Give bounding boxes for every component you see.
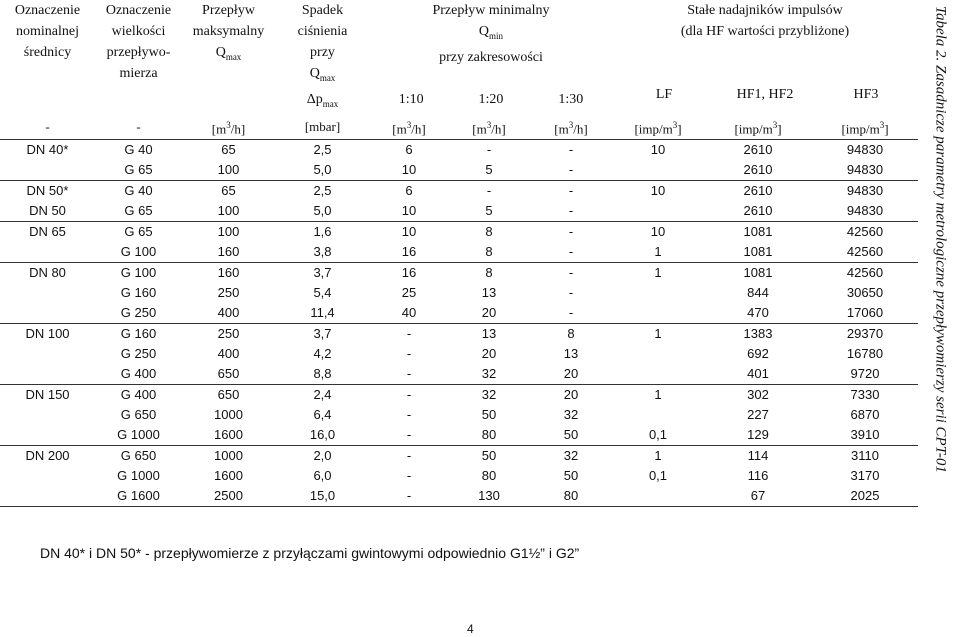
cell-dp: 8,8 (275, 364, 370, 385)
cell-r30: - (568, 264, 574, 280)
page-number: 4 (467, 622, 474, 636)
cell-qmax: 1600 (214, 467, 243, 483)
cell-lf (612, 364, 704, 385)
cell-r20: 20 (481, 345, 497, 361)
header-pulse-constants: Stałe nadajników impulsów (dla HF wartości przybliżone) LF HF1, HF2 HF3 (655, 3, 879, 102)
cell-dp: 5,0 (275, 160, 370, 181)
cell-dn: DN 40* (26, 141, 69, 157)
cell-g: G 1600 (95, 486, 182, 507)
cell-lf: 1 (654, 325, 662, 341)
cell-g: G 1000 (117, 467, 160, 483)
table-body (0, 139, 918, 506)
cell-r20: 130 (448, 486, 530, 507)
table-row (0, 425, 918, 446)
cell-r10: - (370, 425, 448, 446)
cell-dn: DN 65 (29, 223, 66, 239)
cell-r10: 6 (405, 182, 413, 198)
cell-hf12: 1081 (743, 223, 773, 239)
cell-g: G 650 (120, 406, 157, 422)
cell-dp: 5,4 (313, 284, 332, 300)
cell-r20: 80 (448, 425, 530, 446)
cell-dp: 3,7 (313, 264, 332, 280)
cell-hf12: 401 (704, 364, 812, 385)
cell-hf3: 17060 (812, 303, 918, 324)
cell-hf3: 16780 (846, 345, 884, 361)
cell-hf3: 94830 (812, 201, 918, 222)
cell-g: G 250 (95, 303, 182, 324)
cell-hf12: 114 (747, 447, 769, 463)
cell-dp: 3,8 (275, 242, 370, 263)
cell-dn: DN 50 (0, 201, 95, 222)
cell-qmax: 250 (217, 325, 240, 341)
cell-lf (612, 160, 704, 181)
cell-qmax: 400 (217, 345, 240, 361)
unit-qmax: $[m^3/h]$ (182, 115, 275, 140)
unit-r20: $[m^3/h]$ (448, 115, 530, 140)
header-meter-size: Oznaczenie wielkości przepływo- mierza (105, 3, 172, 81)
cell-r20: 8 (448, 242, 530, 263)
cell-g: G 100 (95, 242, 182, 263)
table-row (0, 323, 918, 344)
cell-dn (0, 160, 95, 181)
cell-g: G 100 (120, 264, 157, 280)
cell-g: G 65 (95, 160, 182, 181)
table-row (0, 344, 918, 364)
table-row (0, 364, 918, 385)
cell-r10: - (370, 364, 448, 385)
cell-hf3: 29370 (846, 325, 884, 341)
cell-hf3: 94830 (846, 141, 884, 157)
cell-r30: - (530, 303, 612, 324)
cell-lf (612, 344, 704, 364)
cell-qmax: 100 (182, 160, 275, 181)
cell-r20: 5 (448, 160, 530, 181)
cell-hf3: 3110 (851, 447, 879, 463)
cell-dn (0, 486, 95, 507)
header-row (0, 0, 918, 115)
cell-hf3: 3910 (812, 425, 918, 446)
cell-hf12: 227 (747, 406, 769, 422)
cell-r30: - (568, 223, 574, 239)
cell-g: G 65 (124, 223, 153, 239)
cell-dn (0, 344, 95, 364)
cell-hf12: 2610 (743, 141, 773, 157)
cell-r20: 20 (448, 303, 530, 324)
cell-g: G 650 (120, 447, 157, 463)
table-row (0, 201, 918, 222)
cell-g: G 160 (120, 284, 157, 300)
cell-r10: 10 (370, 160, 448, 181)
cell-lf (612, 405, 704, 425)
cell-hf3: 7330 (850, 386, 880, 402)
cell-lf: 1 (612, 242, 704, 263)
cell-r10: 16 (370, 242, 448, 263)
cell-lf (612, 201, 704, 222)
cell-lf (612, 486, 704, 507)
cell-dn: DN 200 (25, 447, 70, 463)
cell-qmax: 2500 (182, 486, 275, 507)
cell-r20: - (486, 182, 492, 198)
cell-g: G 40 (124, 182, 153, 198)
unit-r10: $[m^3/h]$ (370, 115, 448, 140)
header-max-flow: Przepływ maksymalny $Q_{max}$ (192, 3, 265, 62)
cell-hf3: 42560 (812, 242, 918, 263)
cell-r10: - (370, 486, 448, 507)
caption-text: Tabela 2. Zasadnicze parametry metrologiczne przepływomierzy serii CPT-01 (932, 6, 949, 473)
cell-hf12: 2610 (704, 201, 812, 222)
cell-lf: 10 (650, 141, 666, 157)
cell-dn: DN 100 (25, 325, 70, 341)
cell-dn (0, 405, 95, 425)
cell-hf12: 129 (704, 425, 812, 446)
cell-r10: - (406, 345, 412, 361)
table-row (0, 283, 918, 303)
cell-r30: - (568, 182, 574, 198)
cell-dn: DN 150 (25, 386, 70, 402)
cell-r20: 13 (481, 284, 497, 300)
unit-hf3: $[imp/m^3]$ (812, 115, 918, 140)
unit-dp: [mbar] (275, 115, 370, 140)
cell-hf12: 2610 (743, 182, 773, 198)
unit-r30: $[m^3/h]$ (530, 115, 612, 140)
table-row (0, 384, 918, 405)
cell-dn: DN 80 (29, 264, 66, 280)
cell-hf12: 67 (704, 486, 812, 507)
cell-r30: - (568, 284, 574, 300)
cell-r20: 50 (481, 447, 497, 463)
table-row (0, 466, 918, 486)
cell-hf3: 42560 (846, 223, 884, 239)
cell-hf3: 42560 (846, 264, 884, 280)
cell-qmax: 650 (182, 364, 275, 385)
header-nominal-diameter: Oznaczenie nominalnej średnicy (14, 3, 81, 60)
unit-g: - (95, 115, 182, 140)
cell-r10: - (406, 325, 412, 341)
cell-r30: 80 (530, 486, 612, 507)
cell-hf12: 1383 (743, 325, 773, 341)
cell-r30: - (530, 242, 612, 263)
table-row (0, 221, 918, 242)
cell-r20: 32 (448, 364, 530, 385)
cell-r20: 5 (448, 201, 530, 222)
table-row (0, 262, 918, 283)
unit-dn: - (0, 115, 95, 140)
cell-qmax: 65 (221, 182, 236, 198)
cell-r20: 32 (481, 386, 497, 402)
cell-dp: 11,4 (275, 303, 370, 324)
cell-r30: - (530, 201, 612, 222)
cell-hf12: 844 (747, 284, 769, 300)
cell-r30: 20 (563, 386, 579, 402)
cell-g: G 40 (124, 141, 153, 157)
cell-dn: DN 50* (26, 182, 69, 198)
table-row (0, 405, 918, 425)
cell-r30: 50 (530, 425, 612, 446)
cell-qmax: 1000 (214, 447, 243, 463)
cell-dn (0, 466, 95, 486)
cell-r30: 8 (567, 325, 575, 341)
cell-dp: 2,5 (313, 182, 332, 198)
cell-lf (612, 303, 704, 324)
cell-qmax: 250 (217, 284, 240, 300)
cell-dn (0, 303, 95, 324)
cell-dp: 16,0 (275, 425, 370, 446)
table-row (0, 160, 918, 181)
cell-dn (0, 425, 95, 446)
cell-r10: 40 (370, 303, 448, 324)
table-row (0, 242, 918, 263)
cell-dp: 4,2 (313, 345, 332, 361)
cell-hf3: 2025 (812, 486, 918, 507)
cell-hf12: 692 (747, 345, 769, 361)
cell-dp: 2,4 (313, 386, 332, 402)
cell-dp: 15,0 (275, 486, 370, 507)
cell-dn (0, 283, 95, 303)
cell-lf: 10 (650, 182, 666, 198)
cell-r10: - (406, 386, 412, 402)
cell-g: G 65 (95, 201, 182, 222)
units-row (0, 115, 918, 140)
cell-qmax: 100 (217, 223, 240, 239)
header-pressure-drop: Spadek ciśnienia przy $Q_{max}$ $\Delta p_{max}$ (297, 3, 348, 109)
cell-r10: 6 (405, 141, 413, 157)
cell-hf12: 1081 (743, 264, 773, 280)
cell-dp: 3,7 (313, 325, 332, 341)
cell-r30: 50 (563, 467, 579, 483)
cell-r20: 13 (481, 325, 497, 341)
cell-lf: 1 (654, 264, 662, 280)
cell-hf3: 94830 (846, 182, 884, 198)
cell-dp: 6,4 (313, 406, 332, 422)
cell-r30: 32 (563, 406, 579, 422)
cell-hf12: 2610 (704, 160, 812, 181)
table-row (0, 180, 918, 201)
cell-lf: 0,1 (612, 425, 704, 446)
cell-r20: 50 (481, 406, 497, 422)
cell-hf3: 6870 (850, 406, 880, 422)
unit-hf12: $[imp/m^3]$ (704, 115, 812, 140)
cell-r30: - (568, 141, 574, 157)
cell-r10: - (406, 406, 412, 422)
cell-r10: 16 (401, 264, 417, 280)
cell-r20: 80 (481, 467, 497, 483)
cell-dp: 2,5 (313, 141, 332, 157)
cell-hf12: 116 (747, 467, 769, 483)
cell-lf: 1 (654, 386, 662, 402)
cell-qmax: 400 (182, 303, 275, 324)
cell-r10: - (406, 447, 412, 463)
cell-qmax: 1000 (214, 406, 243, 422)
cell-qmax: 100 (182, 201, 275, 222)
cell-qmax: 160 (182, 242, 275, 263)
header-min-flow: Przepływ minimalny $Q_{min}$ przy zakresowości 1:10 1:20 1:30 (398, 3, 584, 107)
cell-r10: 25 (401, 284, 417, 300)
cell-g: G 160 (120, 325, 157, 341)
cell-hf3: 30650 (846, 284, 884, 300)
cell-r10: 10 (401, 223, 417, 239)
unit-lf: $[imp/m^3]$ (612, 115, 704, 140)
table-row (0, 486, 918, 507)
cell-hf3: 94830 (812, 160, 918, 181)
cell-r30: - (530, 160, 612, 181)
cell-r30: 20 (530, 364, 612, 385)
cell-r10: 10 (370, 201, 448, 222)
cell-hf3: 3170 (850, 467, 880, 483)
cell-lf: 1 (654, 447, 662, 463)
cell-r20: 8 (485, 264, 493, 280)
cell-g: G 400 (120, 386, 157, 402)
cell-dp: 1,6 (313, 223, 332, 239)
cell-r30: 32 (563, 447, 579, 463)
table-row (0, 445, 918, 466)
cell-g: G 1000 (95, 425, 182, 446)
cell-r20: 8 (485, 223, 493, 239)
cell-g: G 400 (95, 364, 182, 385)
cell-dp: 2,0 (313, 447, 332, 463)
cell-dn (0, 242, 95, 263)
cell-hf12: 470 (704, 303, 812, 324)
cell-lf: 0,1 (648, 467, 668, 483)
cell-qmax: 650 (217, 386, 240, 402)
cell-r30: 13 (563, 345, 579, 361)
table-row (0, 303, 918, 324)
cell-lf: 10 (650, 223, 666, 239)
cell-r20: - (486, 141, 492, 157)
cell-hf3: 9720 (812, 364, 918, 385)
cell-qmax: 65 (221, 141, 236, 157)
cell-dp: 6,0 (313, 467, 332, 483)
cell-lf (612, 283, 704, 303)
cell-dn (0, 364, 95, 385)
cell-qmax: 160 (217, 264, 240, 280)
cell-dp: 5,0 (275, 201, 370, 222)
cell-g: G 250 (120, 345, 157, 361)
table-row (0, 139, 918, 160)
table-caption (925, 6, 955, 606)
cell-r10: - (406, 467, 412, 483)
footnote: DN 40* i DN 50* - przepływomierze z przyłączami gwintowymi odpowiednio G1½” i G2” (40, 545, 580, 561)
cell-qmax: 1600 (182, 425, 275, 446)
cell-hf12: 1081 (704, 242, 812, 263)
cell-hf12: 302 (747, 386, 769, 402)
